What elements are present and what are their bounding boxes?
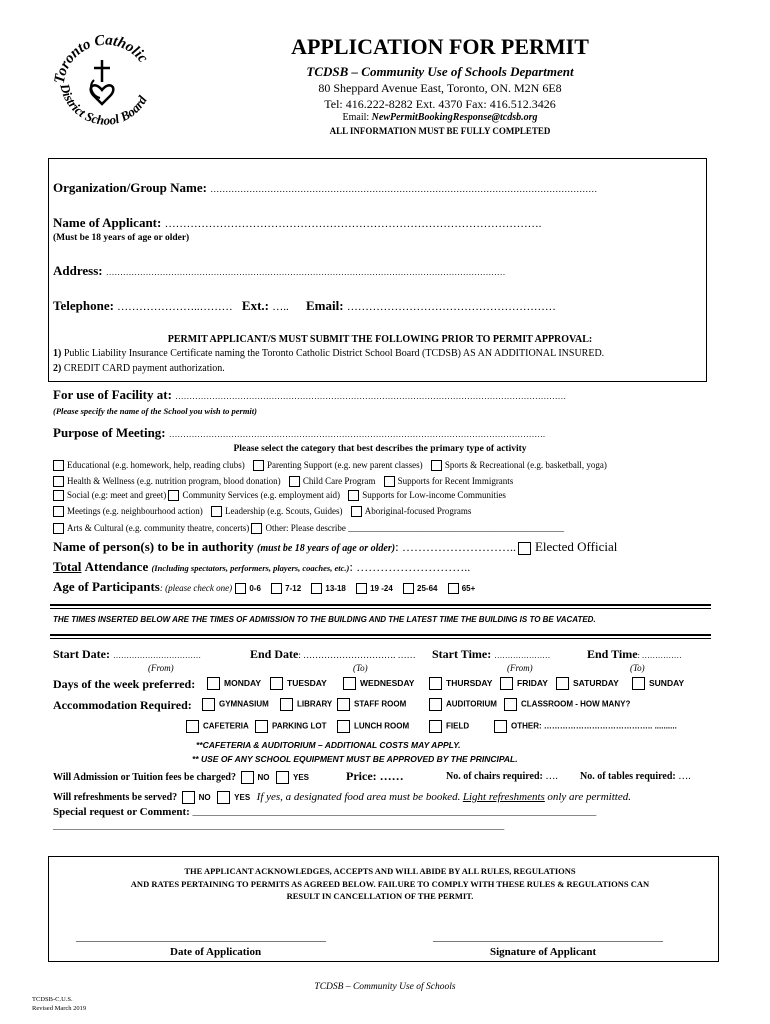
applicant-name-row <box>53 215 541 231</box>
day-tuesday-label: TUESDAY <box>287 677 327 688</box>
form-title: APPLICATION FOR PERMIT <box>291 34 589 59</box>
checkbox-leadership[interactable] <box>211 506 222 517</box>
age-option-13-18: 13-18 <box>325 584 346 593</box>
room-library[interactable] <box>280 698 332 711</box>
end-time-label: End Time <box>587 647 638 661</box>
checkbox-library[interactable] <box>280 698 293 711</box>
special-row <box>53 806 596 818</box>
department-address: 80 Sheppard Avenue East, Toronto, ON. M2N 6E8 <box>318 81 562 95</box>
to-label-1: (To) <box>353 663 368 673</box>
start-date-field[interactable]: …………………………… <box>112 651 201 660</box>
category-row-5 <box>53 523 564 534</box>
chairs-label: No. of chairs required: <box>446 771 543 782</box>
attendance-label-total: Total <box>53 559 82 574</box>
room-lunch-room-label: LUNCH ROOM <box>354 721 410 731</box>
refreshments-no-label: NO <box>198 793 211 802</box>
authority-colon: : <box>395 539 399 554</box>
category-arts: Arts & Cultural (e.g. community theatre, concerts) <box>67 523 250 533</box>
footer-code: TCDSB-C.U.S. <box>32 996 73 1003</box>
telephone-label: Telephone: <box>53 298 114 313</box>
purpose-label: Purpose of Meeting: <box>53 425 166 440</box>
ack-line-1: THE APPLICANT ACKNOWLEDGES, ACCEPTS AND WILL ABIDE BY ALL RULES, REGULATIONS <box>184 866 576 876</box>
category-health: Health & Wellness (e.g. nutrition program, blood donation) <box>67 476 281 486</box>
age-option-25-64: 25-64 <box>417 584 438 593</box>
accommodation-note-1: **CAFETERIA & AUDITORIUM – ADDITIONAL COSTS MAY APPLY. <box>196 740 461 750</box>
room-other-field[interactable]: ………………………………….. .......... <box>543 721 677 731</box>
fees-label: Will Admission or Tuition fees be charged? <box>53 771 236 783</box>
authority-row <box>53 539 617 555</box>
category-title: Please select the category that best describes the primary type of activity <box>233 444 527 454</box>
chairs-field[interactable]: …. <box>545 771 558 782</box>
org-name-label: Organization/Group Name: <box>53 180 207 195</box>
category-educational: Educational (e.g. homework, help, reading clubs) <box>67 460 245 470</box>
category-childcare: Child Care Program <box>302 476 376 486</box>
checkbox-classroom[interactable] <box>504 698 517 711</box>
room-cafeteria[interactable] <box>186 720 249 733</box>
category-low-income: Supports for Low-income Communities <box>362 490 506 500</box>
checkbox-refreshments-yes[interactable] <box>217 791 230 804</box>
checkbox-age-7-12[interactable] <box>271 583 282 594</box>
fees-no-label: NO <box>257 772 270 782</box>
applicant-email-label: Email: <box>306 298 344 313</box>
day-monday-label: MONDAY <box>224 677 261 688</box>
price-row <box>346 769 404 784</box>
category-row-1 <box>53 460 607 471</box>
attendance-label: Attendance <box>84 559 149 574</box>
facility-field[interactable]: ………………………………………………………………………………………………………………………… <box>175 391 567 401</box>
divider-bottom-2 <box>50 638 711 639</box>
end-time-field[interactable]: : …………… <box>637 651 682 660</box>
category-parenting: Parenting Support (e.g. new parent classes) <box>266 460 423 470</box>
checkbox-lunch-room[interactable] <box>337 720 350 733</box>
applicant-name-label: Name of Applicant: <box>53 215 162 230</box>
divider-top-1 <box>50 604 711 606</box>
prereq-1-number: 1) <box>53 348 62 359</box>
fees-yes-label: YES <box>293 772 310 782</box>
room-parking-lot[interactable] <box>255 720 327 733</box>
checkbox-arts[interactable] <box>53 523 64 534</box>
room-field[interactable] <box>429 720 469 733</box>
checkbox-meetings[interactable] <box>53 506 64 517</box>
elected-official-label: Elected Official <box>534 539 618 554</box>
category-immigrants: Supports for Recent Immigrants <box>397 476 514 486</box>
room-auditorium[interactable] <box>429 698 497 711</box>
start-date-label: Start Date: <box>53 647 110 661</box>
start-time-label: Start Time: <box>432 647 492 661</box>
category-meetings: Meetings (e.g. neighbourhood action) <box>67 506 203 516</box>
checkbox-gymnasium[interactable] <box>202 698 215 711</box>
prereq-2-text: CREDIT CARD payment authorization. <box>63 363 225 374</box>
checkbox-fees-yes[interactable] <box>276 771 289 784</box>
checkbox-low-income[interactable] <box>348 490 359 501</box>
checkbox-age-25-64[interactable] <box>403 583 414 594</box>
day-thursday-label: THURSDAY <box>446 677 493 688</box>
how-many-label: - HOW MANY? <box>575 699 631 709</box>
day-sunday[interactable] <box>632 677 684 690</box>
attendance-colon: : <box>349 559 353 574</box>
applicant-name-field[interactable]: …………………………………………………………………………………………. <box>164 218 542 230</box>
from-label-1: (From) <box>148 663 174 673</box>
address-field[interactable]: …………………………………………………………………………………………………………………………… <box>105 267 506 277</box>
times-notice: THE TIMES INSERTED BELOW ARE THE TIMES OF ADMISSION TO THE BUILDING AND THE LATEST TIME THE BUILDING IS TO BE VACATED. <box>53 615 596 624</box>
logo-text-top: Toronto Catholic <box>51 32 151 85</box>
refreshments-note-underlined: Light refreshments <box>462 791 545 803</box>
address-label: Address: <box>53 263 103 278</box>
end-date-label: End Date <box>250 647 299 661</box>
checkbox-sports[interactable] <box>431 460 442 471</box>
footer-revised: Revised March 2019 <box>32 1005 87 1012</box>
category-social: Social (e.g: meet and greet) <box>67 490 167 500</box>
checkbox-health[interactable] <box>53 476 64 487</box>
end-date-field[interactable]: : …………………………. …… <box>298 650 416 660</box>
org-name-row <box>53 180 597 196</box>
ext-field[interactable]: ….. <box>272 301 289 313</box>
applicant-email-field[interactable]: ………………………………………………… <box>346 301 556 313</box>
age-option-0-6: 0-6 <box>249 584 261 593</box>
checkbox-auditorium[interactable] <box>429 698 442 711</box>
authority-label: Name of person(s) to be in authority <box>53 539 254 554</box>
checkbox-childcare[interactable] <box>289 476 300 487</box>
ack-line-2: AND RATES PERTAINING TO PERMITS AS AGREED BELOW. FAILURE TO COMPLY WITH THESE RULES & REGULATIONS CAN <box>130 879 650 889</box>
days-label: Days of the week preferred: <box>53 677 196 691</box>
category-leadership: Leadership (e.g. Scouts, Guides) <box>224 506 343 516</box>
to-label-2: (To) <box>630 663 645 673</box>
checkbox-immigrants[interactable] <box>384 476 395 487</box>
attendance-field[interactable]: ……………………….. <box>356 560 471 574</box>
room-gymnasium-label: GYMNASIUM <box>219 699 269 709</box>
checkbox-parking-lot[interactable] <box>255 720 268 733</box>
price-field[interactable]: …… <box>379 769 404 783</box>
org-name-field[interactable]: ………………………………………………………………………………………………………………… <box>210 184 598 194</box>
day-wednesday-label: WEDNESDAY <box>360 677 415 688</box>
footer-center: TCDSB – Community Use of Schools <box>314 982 456 992</box>
purpose-field[interactable]: ……………………………………………………………………………………………………………………. <box>168 429 546 439</box>
age-option-19-24: 19 -24 <box>370 584 393 593</box>
participants-note: : (please check one) <box>159 583 233 593</box>
authority-note: (must be 18 years of age or older) <box>257 543 396 554</box>
room-staff-room-label: STAFF ROOM <box>354 699 407 709</box>
accommodation-label: Accommodation Required: <box>53 698 192 712</box>
email-label: Email: <box>342 112 370 123</box>
room-library-label: LIBRARY <box>297 699 333 709</box>
room-field-label: FIELD <box>446 721 470 731</box>
participants-row <box>53 579 475 595</box>
day-monday[interactable] <box>207 677 261 690</box>
prereq-item-2 <box>53 363 225 374</box>
department-subtitle: TCDSB – Community Use of Schools Department <box>306 64 574 79</box>
category-community-services: Community Services (e.g. employment aid) <box>182 490 340 500</box>
divider-bottom-1 <box>50 634 711 636</box>
special-field-line-1[interactable]: _____________________________________________________________________________________ <box>192 808 597 818</box>
prereq-2-number: 2) <box>53 363 62 374</box>
day-thursday[interactable] <box>429 677 492 690</box>
room-cafeteria-label: CAFETERIA <box>203 721 249 731</box>
checkbox-friday[interactable] <box>500 677 513 690</box>
signature-line[interactable]: ______________________________________________ <box>433 932 663 943</box>
checkbox-aboriginal[interactable] <box>351 506 362 517</box>
category-aboriginal: Aboriginal-focused Programs <box>364 506 472 516</box>
checkbox-other[interactable] <box>251 523 262 534</box>
checkbox-age-13-18[interactable] <box>311 583 322 594</box>
day-wednesday[interactable] <box>343 677 414 690</box>
checkbox-thursday[interactable] <box>429 677 442 690</box>
day-saturday[interactable] <box>556 677 619 690</box>
category-row-2 <box>53 476 513 487</box>
checkbox-fees-no[interactable] <box>241 771 254 784</box>
room-classroom-label: CLASSROOM <box>521 699 573 709</box>
from-label-2: (From) <box>507 663 533 673</box>
authority-field[interactable]: ……………………….. <box>401 540 516 554</box>
room-auditorium-label: AUDITORIUM <box>446 699 497 709</box>
attendance-row <box>53 559 470 575</box>
ack-line-3: RESULT IN CANCELLATION OF THE PERMIT. <box>286 891 474 901</box>
ext-label: Ext.: <box>241 298 270 313</box>
checkbox-social[interactable] <box>53 490 64 501</box>
prereq-title: PERMIT APPLICANT/S MUST SUBMIT THE FOLLOWING PRIOR TO PERMIT APPROVAL: <box>167 334 593 345</box>
refreshments-note-a: If yes, a designated food area must be booked. <box>256 791 461 803</box>
completion-notice: ALL INFORMATION MUST BE FULLY COMPLETED <box>329 126 551 136</box>
start-time-row <box>432 647 550 662</box>
refreshments-row <box>53 791 631 804</box>
day-sunday-label: SUNDAY <box>649 677 685 688</box>
day-saturday-label: SATURDAY <box>573 677 619 688</box>
checkbox-staff-room[interactable] <box>337 698 350 711</box>
day-friday-label: FRIDAY <box>517 677 548 688</box>
telephone-field[interactable]: …………………..……… <box>117 301 233 313</box>
prereq-1-text: Public Liability Insurance Certificate naming the Toronto Catholic District School Board (TCDSB) AS AN ADDITIONAL INSURED. <box>63 348 605 359</box>
checkbox-community-services[interactable] <box>168 490 179 501</box>
end-date-row <box>250 647 416 662</box>
age-option-65-plus: 65+ <box>461 584 476 593</box>
facility-row <box>53 387 566 403</box>
start-date-row <box>53 647 201 662</box>
department-email <box>0 112 770 123</box>
address-row <box>53 263 505 279</box>
fees-row <box>53 771 309 784</box>
divider-top-2 <box>50 608 711 609</box>
checkbox-tuesday[interactable] <box>270 677 283 690</box>
applicant-age-note: (Must be 18 years of age or older) <box>53 233 190 243</box>
contact-row <box>53 298 556 314</box>
age-option-7-12: 7-12 <box>285 584 302 593</box>
facility-label: For use of Facility at: <box>53 387 172 402</box>
department-phone: Tel: 416.222-8282 Ext. 4370 Fax: 416.512.3426 <box>324 97 556 111</box>
participants-label: Age of Participants <box>53 579 160 594</box>
date-of-application-line[interactable]: __________________________________________________ <box>76 932 326 943</box>
refreshments-yes-label: YES <box>234 793 251 802</box>
checkbox-saturday[interactable] <box>556 677 569 690</box>
checkbox-age-65-plus[interactable] <box>448 583 459 594</box>
category-row-4 <box>53 506 471 517</box>
checkbox-field[interactable] <box>429 720 442 733</box>
end-time-row <box>587 647 682 662</box>
logo-text-bottom: District School Board <box>57 82 150 128</box>
special-label: Special request or Comment: <box>53 806 190 818</box>
category-sports: Sports & Recreational (e.g. basketball, yoga) <box>444 460 607 470</box>
tables-field[interactable]: …. <box>678 771 691 782</box>
prereq-item-1 <box>53 348 604 359</box>
checkbox-educational[interactable] <box>53 460 64 471</box>
tables-row <box>580 771 691 782</box>
day-tuesday[interactable] <box>270 677 327 690</box>
checkbox-parenting[interactable] <box>253 460 264 471</box>
checkbox-elected-official[interactable] <box>518 542 531 555</box>
signature-label: Signature of Applicant <box>490 946 597 958</box>
room-staff-room[interactable] <box>337 698 406 711</box>
attendance-note: (Including spectators, performers, players, coaches, etc.) <box>151 563 350 573</box>
date-of-application-label: Date of Application <box>170 946 262 958</box>
checkbox-cafeteria[interactable] <box>186 720 199 733</box>
category-other: Other: Please describe ________________________________________________ <box>265 523 565 533</box>
room-other-label: OTHER: <box>511 721 542 731</box>
room-parking-lot-label: PARKING LOT <box>272 721 327 731</box>
checkbox-monday[interactable] <box>207 677 220 690</box>
price-label: Price: <box>346 769 377 783</box>
day-friday[interactable] <box>500 677 548 690</box>
start-time-field[interactable]: ………………… <box>494 651 551 660</box>
checkbox-refreshments-no[interactable] <box>182 791 195 804</box>
category-row-3 <box>53 490 506 501</box>
checkbox-wednesday[interactable] <box>343 677 356 690</box>
room-lunch-room[interactable] <box>337 720 409 733</box>
room-other[interactable] <box>494 720 677 733</box>
checkbox-age-0-6[interactable] <box>235 583 246 594</box>
purpose-row <box>53 425 545 441</box>
refreshments-label: Will refreshments be served? <box>53 792 178 803</box>
tables-label: No. of tables required: <box>580 771 676 782</box>
email-address-link[interactable]: NewPermitBookingResponse@tcdsb.org <box>371 112 538 123</box>
room-classroom[interactable] <box>504 698 630 711</box>
room-gymnasium[interactable] <box>202 698 269 711</box>
checkbox-sunday[interactable] <box>632 677 645 690</box>
checkbox-age-19-24[interactable] <box>356 583 367 594</box>
facility-note: (Please specify the name of the School you wish to permit) <box>53 406 257 416</box>
chairs-row <box>446 771 558 782</box>
checkbox-other-room[interactable] <box>494 720 507 733</box>
accommodation-note-2: ** USE OF ANY SCHOOL EQUIPMENT MUST BE APPROVED BY THE PRINCIPAL. <box>192 754 518 764</box>
refreshments-note-b: only are permitted. <box>547 791 631 803</box>
special-field-line-2[interactable]: _______________________________________________________________________________________________ <box>53 822 505 832</box>
